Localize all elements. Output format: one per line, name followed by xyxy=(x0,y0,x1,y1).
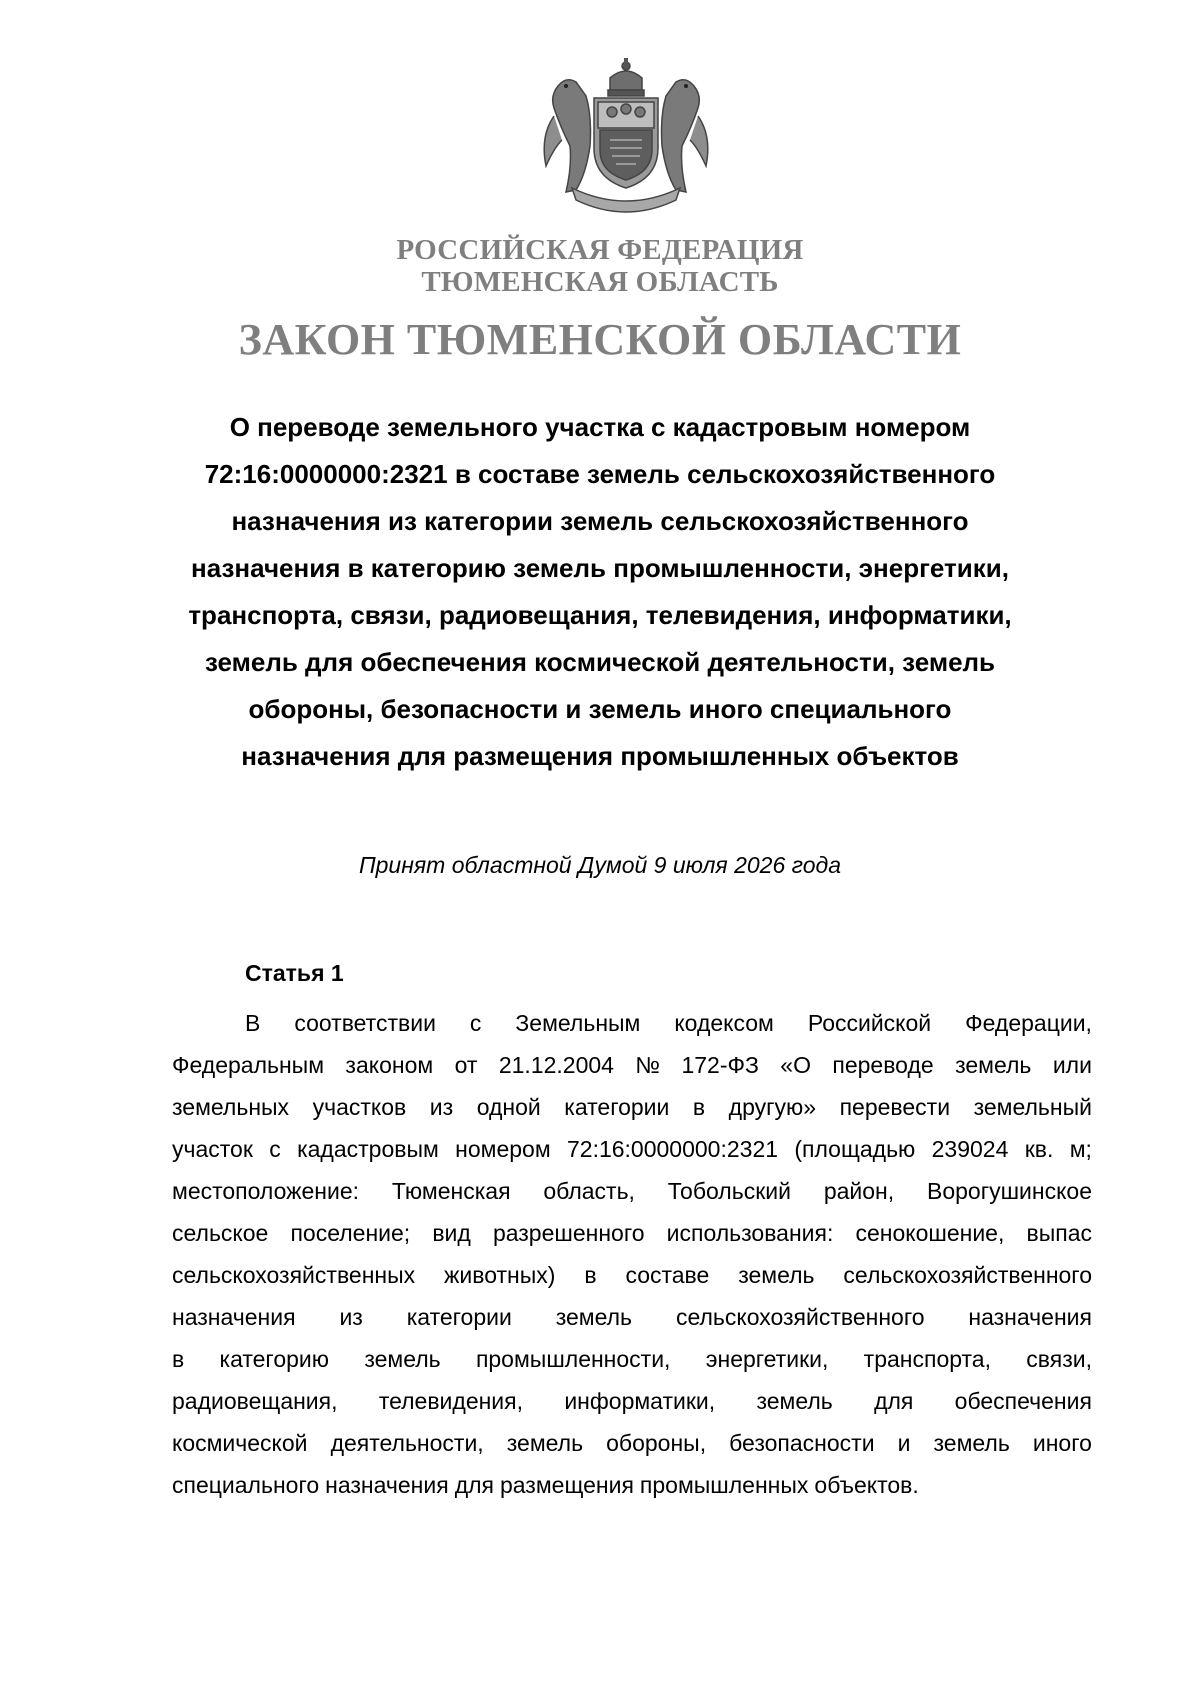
article-word: космической xyxy=(172,1430,308,1456)
article-line xyxy=(172,1380,1092,1422)
adoption-note: Принят областной Думой 9 июля 2026 года xyxy=(358,852,842,878)
article-word: для xyxy=(874,1388,914,1414)
article-line xyxy=(172,1422,1092,1464)
article-word: район, xyxy=(823,1178,895,1204)
article-word: № xyxy=(635,1052,661,1078)
article-word: 72:16:0000000:2321 xyxy=(566,1136,779,1162)
article-word: деятельности, xyxy=(330,1430,484,1456)
article-word: другую» xyxy=(728,1094,817,1120)
article-word: земель xyxy=(955,1052,1032,1078)
article-word: выпас xyxy=(1026,1220,1092,1246)
article-line xyxy=(172,1128,1092,1170)
article-word: (площадью xyxy=(794,1136,916,1162)
law-title-line: назначения из категории земель сельскохозяйственного xyxy=(231,506,969,536)
article-word: переводе xyxy=(832,1052,934,1078)
article-word: обеспечения xyxy=(954,1388,1092,1414)
article-word: сельское xyxy=(172,1220,269,1246)
article-word: сельскохозяйственного xyxy=(675,1304,925,1330)
article-word: сельскохозяйственных xyxy=(172,1262,416,1288)
article-word: категории xyxy=(564,1094,670,1120)
law-title-line: назначения для размещения промышленных объектов xyxy=(241,741,959,771)
article-word: радиовещания, xyxy=(172,1388,338,1414)
article-word: В xyxy=(245,1010,261,1036)
article-word: 239024 xyxy=(931,1136,1009,1162)
article-line xyxy=(172,1002,1092,1044)
article-word: Тобольский xyxy=(667,1178,791,1204)
article-word: составе xyxy=(625,1262,710,1288)
article-word: земель xyxy=(555,1304,633,1330)
article-word: кв. xyxy=(1024,1136,1054,1162)
law-title-line: назначения в категорию земель промышленности, энергетики, xyxy=(191,553,1009,583)
article-word: законом xyxy=(345,1052,434,1078)
article-word: земель xyxy=(933,1430,1010,1456)
article-word: сельскохозяйственного xyxy=(843,1262,1092,1288)
article-word: земель xyxy=(756,1388,833,1414)
article-word: для xyxy=(454,1472,494,1498)
article-word: номером xyxy=(455,1136,551,1162)
article-word: сенокошение, xyxy=(855,1220,1005,1246)
article-word: информатики, xyxy=(564,1388,716,1414)
law-title-line: обороны, безопасности и земель иного специального xyxy=(248,694,952,724)
law-title-line: О переводе земельного участка с кадастровым номером xyxy=(229,412,971,442)
article-word: с xyxy=(269,1136,281,1162)
article-word: телевидения, xyxy=(378,1388,524,1414)
article-line xyxy=(172,1338,1092,1380)
article-word: назначения xyxy=(968,1304,1092,1330)
article-body xyxy=(172,1002,1092,1506)
header-country: РОССИЙСКАЯ ФЕДЕРАЦИЯ xyxy=(396,234,804,266)
article-word: или xyxy=(1052,1052,1092,1078)
article-word: обороны, xyxy=(606,1430,707,1456)
article-word: в xyxy=(692,1094,706,1120)
article-word: Тюменская xyxy=(391,1178,511,1204)
article-line xyxy=(172,1254,1092,1296)
article-word: кадастровым xyxy=(297,1136,439,1162)
article-word: соответствии xyxy=(294,1010,436,1036)
article-word: специального xyxy=(172,1472,320,1498)
tyumen-coat-of-arms-icon xyxy=(536,56,716,218)
article-word: с xyxy=(469,1010,482,1036)
article-word: вид xyxy=(432,1220,471,1246)
article-word: земель xyxy=(506,1430,584,1456)
article-word: в xyxy=(584,1262,597,1288)
article-word: назначения xyxy=(172,1304,296,1330)
article-word: земель xyxy=(738,1262,815,1288)
header-region: ТЮМЕНСКАЯ ОБЛАСТЬ xyxy=(421,266,779,298)
article-word: иного xyxy=(1032,1430,1092,1456)
article-word: одной xyxy=(476,1094,541,1120)
article-word: «О xyxy=(780,1052,811,1078)
article-word: транспорта, xyxy=(863,1346,991,1372)
article-word: промышленных xyxy=(639,1472,809,1498)
article-word: животных) xyxy=(444,1262,556,1288)
article-word: в xyxy=(172,1346,185,1372)
article-word: безопасности xyxy=(729,1430,875,1456)
article-word: участков xyxy=(312,1094,407,1120)
article-word: 172-ФЗ xyxy=(681,1052,759,1078)
article-word: связи, xyxy=(1026,1346,1092,1372)
article-word: участок xyxy=(172,1136,253,1162)
header-doc-type: ЗАКОН ТЮМЕНСКОЙ ОБЛАСТИ xyxy=(238,315,962,364)
article-word: и xyxy=(897,1430,911,1456)
article-heading: Статья 1 xyxy=(245,960,344,986)
article-word: категории xyxy=(406,1304,512,1330)
article-line xyxy=(172,1296,1092,1338)
article-word: поселение; xyxy=(290,1220,411,1246)
article-line xyxy=(172,1044,1092,1086)
law-title xyxy=(150,404,1050,780)
article-word: из xyxy=(429,1094,454,1120)
article-word: Федерации, xyxy=(965,1010,1092,1036)
article-word: земельных xyxy=(172,1094,290,1120)
article-word: энергетики, xyxy=(705,1346,829,1372)
article-word: земель xyxy=(364,1346,441,1372)
article-word: Федеральным xyxy=(172,1052,325,1078)
law-title-line: транспорта, связи, радиовещания, телевидения, информатики, xyxy=(188,600,1012,630)
article-word: из xyxy=(339,1304,363,1330)
article-word: категорию xyxy=(219,1346,330,1372)
article-word: земельный xyxy=(973,1094,1092,1120)
article-word: Ворогушинское xyxy=(926,1178,1092,1204)
article-word: м; xyxy=(1069,1136,1092,1162)
article-word: область, xyxy=(543,1178,635,1204)
article-line xyxy=(172,1170,1092,1212)
article-word: назначения xyxy=(325,1472,449,1498)
article-word: размещения xyxy=(499,1472,634,1498)
law-title-line: 72:16:0000000:2321 в составе земель сельскохозяйственного xyxy=(204,459,996,489)
article-word: кодексом xyxy=(674,1010,774,1036)
article-word: от xyxy=(454,1052,478,1078)
article-word: разрешенного xyxy=(492,1220,645,1246)
article-line xyxy=(172,1086,1092,1128)
article-word: Земельным xyxy=(515,1010,641,1036)
article-word: объектов. xyxy=(814,1472,919,1498)
article-word: использования: xyxy=(666,1220,834,1246)
article-word: промышленности, xyxy=(475,1346,671,1372)
article-word: перевести xyxy=(839,1094,951,1120)
article-line xyxy=(172,1212,1092,1254)
article-word: 21.12.2004 xyxy=(498,1052,614,1078)
article-word: Российской xyxy=(807,1010,932,1036)
article-line xyxy=(172,1464,1092,1506)
article-word: местоположение: xyxy=(172,1178,360,1204)
law-title-line: земель для обеспечения космической деятельности, земель xyxy=(204,647,996,677)
